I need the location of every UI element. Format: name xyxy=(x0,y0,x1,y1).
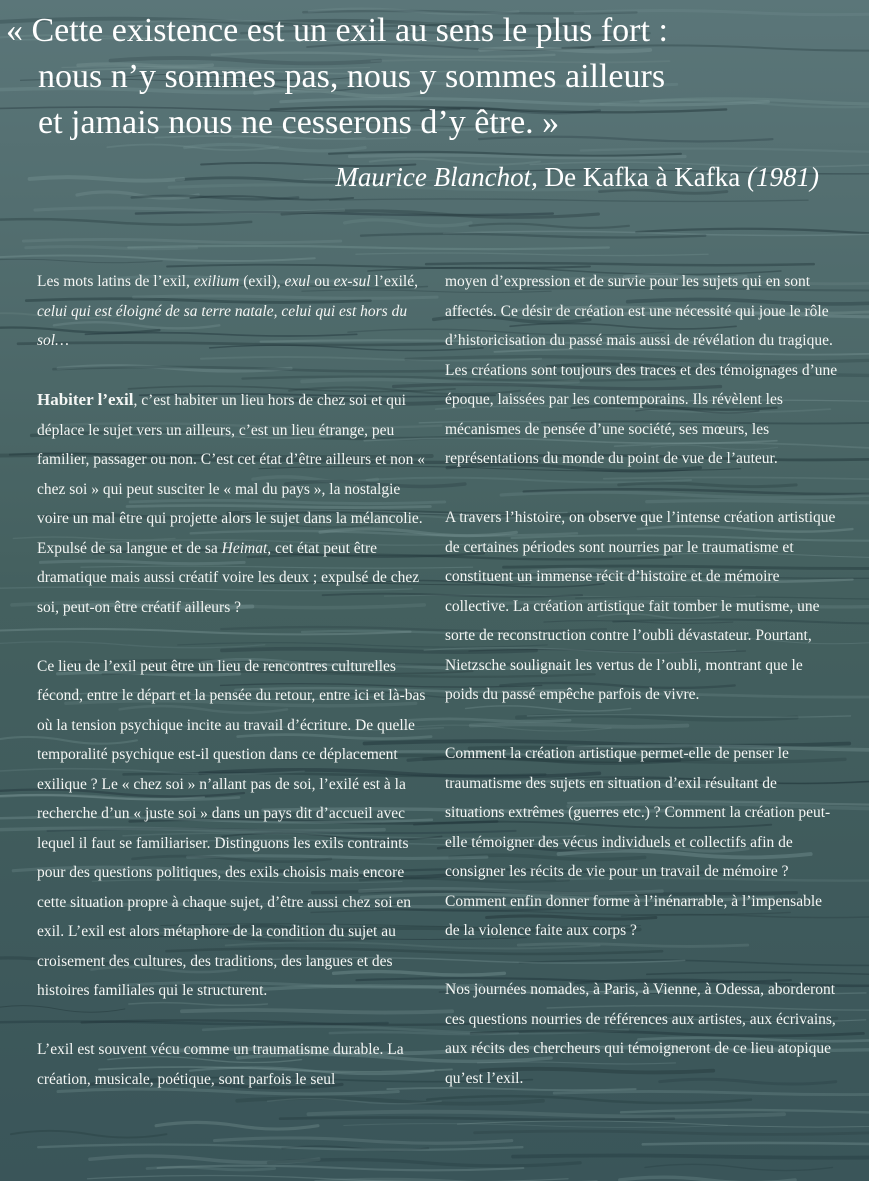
paragraph-journees-nomades: Nos journées nomades, à Paris, à Vienne, à Odessa, aborderont ces questions nourries de références aux artistes, aux écrivains, aux récits des chercheurs qui témoigneront de ce lieu atopique qu’est l’exil. xyxy=(445,981,836,1087)
paragraph-lieu-exil: Ce lieu de l’exil peut être un lieu de rencontres culturelles fécond, entre le départ et la pensée du retour, entre ici et là-bas où la tension psychique incite au travail d’écriture. De quelle temporalité psychique est-il question dans ce déplacement exilique ? Le « chez soi » n’allant pas de soi, l’exilé est à la recherche d’un « juste soi » dans un pays dit d’accueil avec lequel il faut se familiariser. Distinguons les exils contraints pour des questions politiques, des exils choisis mais encore cette situation propre à chaque sujet, d’être aussi chez soi en exil. L’exil est alors métaphore de la condition du sujet au croisement des cultures, des traditions, des langues et des histoires familiales qui le structurent. xyxy=(37,657,426,999)
paragraph-histoire: A travers l’histoire, on observe que l’intense création artistique de certaines périodes sont nourries par le traumatisme et constituent un immense récit d’histoire et de mémoire collective. La création artistique fait tomber le mutisme, une sorte de reconstruction contre l’oubli dévastateur. Pourtant, Nietzsche soulignait les vertus de l’oubli, montrant que le poids du passé empêche parfois de vivre. xyxy=(445,509,836,703)
italic-term: Heimat xyxy=(221,539,268,557)
attribution-author: Maurice Blanchot, xyxy=(335,162,538,192)
italic-term: exilium xyxy=(193,273,240,290)
left-column xyxy=(37,267,432,1094)
paragraph-questions: Comment la création artistique permet-elle de penser le traumatisme des sujets en situation d’exil résultant de situations extrêmes (guerres etc.) ? Comment la création peut-elle témoigner des vécus individuels et collectifs afin de consigner les récits de vie pour un travail de mémoire ? Comment enfin donner forme à l’inénarrable, à l’impensable de la violence faite aux corps ? xyxy=(445,745,831,939)
italic-term: exul xyxy=(284,273,311,290)
text-run: l’exilé, xyxy=(370,273,418,290)
epigraph-quote xyxy=(6,8,856,146)
quote-line-2: nous n’y sommes pas, nous y sommes ailleurs xyxy=(38,58,666,95)
quote-line-3: et jamais nous ne cesserons d’y être. » xyxy=(38,104,560,141)
paragraph-moyen-expression: moyen d’expression et de survie pour les sujets qui en sont affectés. Ce désir de création est une nécessité qui joue le rôle d’historicisation du passé mais aussi de révélation du tragique. Les créations sont toujours des traces et des témoignages d’une époque, laissées par les contemporains. Ils révèlent les mécanismes de pensée d’une société, ses mœurs, les représentations du monde du point de vue de l’auteur. xyxy=(445,273,838,467)
paragraph-habiter-exil xyxy=(37,385,432,622)
italic-definition: celui qui est éloigné de sa terre natale, celui qui est hors du sol… xyxy=(37,302,408,349)
text-run: , c’est habiter un lieu hors de chez soi et qui déplace le sujet vers un ailleurs, c’est un lieu étrange, peu familier, passager ou non. C’est cet état d’être ailleurs et non « chez soi » qui peut susciter le « mal du pays », la nostalgie voire un mal être qui projette alors le sujet dans la mélancolie. Expulsé de sa langue et de sa xyxy=(37,392,426,557)
paragraph-traumatisme: L’exil est souvent vécu comme un traumatisme durable. La création, musicale, poétique, sont parfois le seul xyxy=(37,1041,404,1088)
quote-attribution xyxy=(335,160,819,194)
italic-term: ex-sul xyxy=(333,273,371,290)
attribution-year: (1981) xyxy=(747,162,819,192)
text-run: ou xyxy=(310,273,334,290)
right-column xyxy=(445,267,840,1093)
bold-lead: Habiter l’exil xyxy=(37,390,134,409)
attribution-work: De Kafka à Kafka xyxy=(544,162,741,192)
quote-line-1: « Cette existence est un exil au sens le plus fort : xyxy=(6,12,668,49)
text-run: , cet état peut être dramatique mais aussi créatif voire les deux ; expulsé de chez soi, peut-on être créatif ailleurs ? xyxy=(37,539,420,616)
paragraph-latin-words xyxy=(37,267,432,356)
text-run: Les mots latins de l’exil, xyxy=(37,273,194,290)
text-run: (exil), xyxy=(239,273,285,290)
